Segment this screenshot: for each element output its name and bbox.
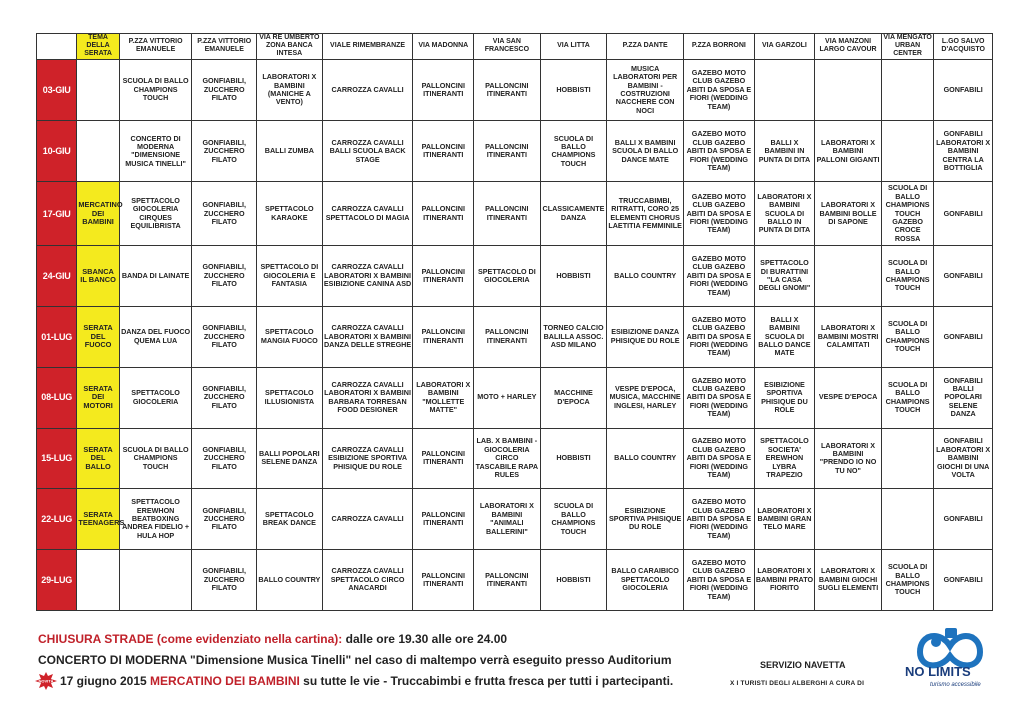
event-cell: CLASSICAMENTE DANZA bbox=[540, 182, 607, 246]
event-cell: PALLONCINI ITINERANTI bbox=[413, 550, 474, 611]
table-row bbox=[37, 428, 993, 489]
event-cell: SPETTACOLO SOCIETA' EREWHON LYBRA TRAPEZIO bbox=[754, 428, 815, 489]
event-cell: SCUOLA DI BALLO CHAMPIONS TOUCH GAZEBO CROCE ROSSA bbox=[881, 182, 933, 246]
event-cell bbox=[119, 550, 192, 611]
row-date: 03-GIU bbox=[37, 59, 77, 121]
event-cell: PALLONCINI ITINERANTI bbox=[413, 489, 474, 550]
road-closure-note bbox=[38, 632, 507, 646]
table-row bbox=[37, 550, 993, 611]
header-location: VIA MADONNA bbox=[413, 34, 474, 60]
event-cell: LAB. X BAMBINI - GIOCOLERIA CIRCO TASCABILE RAPA RULES bbox=[474, 428, 541, 489]
event-cell: GONFABILI bbox=[934, 182, 993, 246]
event-cell: BALLI ZUMBA bbox=[257, 121, 323, 182]
event-cell: SCUOLA DI BALLO CHAMPIONS TOUCH bbox=[881, 306, 933, 367]
event-cell: PALLONCINI ITINERANTI bbox=[413, 246, 474, 307]
event-cell: CARROZZA CAVALLI LABORATORI X BAMBINI ESIBIZIONE CANINA ASD bbox=[322, 246, 413, 307]
header-location: VIA LITTA bbox=[540, 34, 607, 60]
header-location: P.ZZA BORRONI bbox=[684, 34, 755, 60]
shuttle-title: SERVIZIO NAVETTA bbox=[760, 660, 846, 670]
event-cell: GONFABILI bbox=[934, 306, 993, 367]
event-cell: CARROZZA CAVALLI LABORATORI X BAMBINI BARBARA TORRESAN FOOD DESIGNER bbox=[322, 367, 413, 428]
event-cell: GAZEBO MOTO CLUB GAZEBO ABITI DA SPOSA E FIORI (WEDDING TEAM) bbox=[684, 246, 755, 307]
row-date: 01-LUG bbox=[37, 306, 77, 367]
event-cell: GONFIABILI, ZUCCHERO FILATO bbox=[192, 428, 257, 489]
event-cell: LABORATORI X BAMBINI "PRENDO IO NO TU NO" bbox=[815, 428, 882, 489]
event-cell bbox=[815, 246, 882, 307]
event-cell: PALLONCINI ITINERANTI bbox=[413, 182, 474, 246]
event-cell: SCUOLA DI BALLO CHAMPIONS TOUCH bbox=[540, 121, 607, 182]
event-cell: PALLONCINI ITINERANTI bbox=[413, 59, 474, 121]
event-cell: GAZEBO MOTO CLUB GAZEBO ABITI DA SPOSA E FIORI (WEDDING TEAM) bbox=[684, 182, 755, 246]
event-cell: CARROZZA CAVALLI LABORATORI X BAMBINI DANZA DELLE STREGHE bbox=[322, 306, 413, 367]
event-cell: GAZEBO MOTO CLUB GAZEBO ABITI DA SPOSA E FIORI (WEDDING TEAM) bbox=[684, 367, 755, 428]
logo-name: NO LIMITS bbox=[905, 664, 971, 679]
event-cell: SCUOLA DI BALLO CHAMPIONS TOUCH bbox=[881, 367, 933, 428]
logo-tagline: turismo accessibile bbox=[930, 682, 981, 688]
row-theme: SERATA DEL BALLO bbox=[77, 428, 119, 489]
event-cell: SPETTACOLO KARAOKE bbox=[257, 182, 323, 246]
row-date: 24-GIU bbox=[37, 246, 77, 307]
event-cell bbox=[881, 489, 933, 550]
event-cell: SCUOLA DI BALLO CHAMPIONS TOUCH bbox=[881, 246, 933, 307]
row-theme: MERCATINO DEI BAMBINI bbox=[77, 182, 119, 246]
event-cell: SCUOLA DI BALLO CHAMPIONS TOUCH bbox=[881, 550, 933, 611]
event-cell: BALLO COUNTRY bbox=[607, 428, 684, 489]
table-row bbox=[37, 59, 993, 121]
event-cell: SPETTACOLO BREAK DANCE bbox=[257, 489, 323, 550]
novita-badge-text: NOVITÀ bbox=[38, 678, 54, 684]
event-cell: ESIBIZIONE DANZA PHISIQUE DU ROLE bbox=[607, 306, 684, 367]
event-cell: BALLI X BAMBINI SCUOLA DI BALLO DANCE MATE bbox=[754, 306, 815, 367]
table-row bbox=[37, 121, 993, 182]
road-closure-hours: dalle ore 19.30 alle ore 24.00 bbox=[345, 632, 508, 646]
event-cell: SCUOLA DI BALLO CHAMPIONS TOUCH bbox=[119, 428, 192, 489]
event-cell: GONFIABILI, ZUCCHERO FILATO bbox=[192, 367, 257, 428]
event-cell: HOBBISTI bbox=[540, 59, 607, 121]
header-location: VIALE RIMEMBRANZE bbox=[322, 34, 413, 60]
event-cell: PALLONCINI ITINERANTI bbox=[413, 428, 474, 489]
event-cell bbox=[815, 489, 882, 550]
event-cell: GONFIABILI, ZUCCHERO FILATO bbox=[192, 246, 257, 307]
table-row bbox=[37, 306, 993, 367]
no-limits-logo-icon bbox=[900, 620, 1000, 700]
event-cell: GONFABILI bbox=[934, 489, 993, 550]
event-cell: SPETTACOLO ILLUSIONISTA bbox=[257, 367, 323, 428]
event-cell: CONCERTO DI MODERNA "DIMENSIONE MUSICA TINELLI" bbox=[119, 121, 192, 182]
event-cell: CARROZZA CAVALLI bbox=[322, 59, 413, 121]
event-cell: LABORATORI X BAMBINI BOLLE DI SAPONE bbox=[815, 182, 882, 246]
event-cell: BALLO CARAIBICO SPETTACOLO GIOCOLERIA bbox=[607, 550, 684, 611]
mercatino-title: MERCATINO DEI BAMBINI bbox=[150, 674, 300, 688]
event-cell: PALLONCINI ITINERANTI bbox=[474, 306, 541, 367]
table-row bbox=[37, 182, 993, 246]
header-row bbox=[37, 34, 993, 60]
row-theme bbox=[77, 121, 119, 182]
header-location: P.ZZA DANTE bbox=[607, 34, 684, 60]
novita-badge-icon bbox=[35, 672, 57, 690]
mercatino-note bbox=[60, 674, 673, 688]
table-row bbox=[37, 367, 993, 428]
event-cell: GONFIABILI, ZUCCHERO FILATO bbox=[192, 182, 257, 246]
event-cell: BANDA DI LAINATE bbox=[119, 246, 192, 307]
event-cell: DANZA DEL FUOCO QUEMA LUA bbox=[119, 306, 192, 367]
row-theme: SERATA TEENAGERS bbox=[77, 489, 119, 550]
event-cell: PALLONCINI ITINERANTI bbox=[474, 59, 541, 121]
header-location: P.ZZA VITTORIO EMANUELE bbox=[192, 34, 257, 60]
event-cell: LABORATORI X BAMBINI MOSTRI CALAMITATI bbox=[815, 306, 882, 367]
event-cell: GONFABILI bbox=[934, 59, 993, 121]
event-cell: SCUOLA DI BALLO CHAMPIONS TOUCH bbox=[119, 59, 192, 121]
event-cell: VESPE D'EPOCA bbox=[815, 367, 882, 428]
event-cell bbox=[754, 59, 815, 121]
event-cell: SPETTACOLO EREWHON BEATBOXING ANDREA FIDELIO + HULA HOP bbox=[119, 489, 192, 550]
event-cell: HOBBISTI bbox=[540, 428, 607, 489]
event-cell: LABORATORI X BAMBINI PALLONI GIGANTI bbox=[815, 121, 882, 182]
header-location: VIA RE UMBERTO ZONA BANCA INTESA bbox=[257, 34, 323, 60]
event-cell: LABORATORI X BAMBINI PRATO FIORITO bbox=[754, 550, 815, 611]
event-cell: GONFABILI BALLI POPOLARI SELENE DANZA bbox=[934, 367, 993, 428]
event-cell: GONFIABILI, ZUCCHERO FILATO bbox=[192, 489, 257, 550]
event-cell: ESIBIZIONE SPORTIVA PHISIQUE DU ROLE bbox=[754, 367, 815, 428]
event-cell: CARROZZA CAVALLI bbox=[322, 489, 413, 550]
header-location: P.ZZA VITTORIO EMANUELE bbox=[119, 34, 192, 60]
event-cell: PALLONCINI ITINERANTI bbox=[474, 121, 541, 182]
event-cell: CARROZZA CAVALLI BALLI SCUOLA BACK STAGE bbox=[322, 121, 413, 182]
event-cell: PALLONCINI ITINERANTI bbox=[413, 121, 474, 182]
event-cell: HOBBISTI bbox=[540, 550, 607, 611]
event-cell: MACCHINE D'EPOCA bbox=[540, 367, 607, 428]
event-cell: BALLI POPOLARI SELENE DANZA bbox=[257, 428, 323, 489]
event-cell: PALLONCINI ITINERANTI bbox=[474, 550, 541, 611]
event-cell: GONFIABILI, ZUCCHERO FILATO bbox=[192, 59, 257, 121]
header-location: TEMA DELLA SERATA bbox=[77, 34, 119, 60]
row-date: 10-GIU bbox=[37, 121, 77, 182]
event-cell: LABORATORI X BAMBINI (MANICHE A VENTO) bbox=[257, 59, 323, 121]
event-cell bbox=[881, 59, 933, 121]
event-cell: BALLO COUNTRY bbox=[607, 246, 684, 307]
event-cell: GONFIABILI, ZUCCHERO FILATO bbox=[192, 121, 257, 182]
event-cell: BALLI X BAMBINI SCUOLA DI BALLO DANCE MATE bbox=[607, 121, 684, 182]
event-cell: TORNEO CALCIO BALILLA ASSOC. ASD MILANO bbox=[540, 306, 607, 367]
shuttle-subtitle: X I TURISTI DEGLI ALBERGHI A CURA DI bbox=[730, 680, 865, 687]
row-date: 17-GIU bbox=[37, 182, 77, 246]
event-cell: SPETTACOLO DI GIOCOLERIA bbox=[474, 246, 541, 307]
row-date: 29-LUG bbox=[37, 550, 77, 611]
event-cell: LABORATORI X BAMBINI SCUOLA DI BALLO IN PUNTA DI DITA bbox=[754, 182, 815, 246]
event-cell: CARROZZA CAVALLI SPETTACOLO CIRCO ANACARDI bbox=[322, 550, 413, 611]
table-row bbox=[37, 246, 993, 307]
event-cell: HOBBISTI bbox=[540, 246, 607, 307]
event-cell: GAZEBO MOTO CLUB GAZEBO ABITI DA SPOSA E FIORI (WEDDING TEAM) bbox=[684, 550, 755, 611]
event-cell: PALLONCINI ITINERANTI bbox=[413, 306, 474, 367]
event-cell: CARROZZA CAVALLI SPETTACOLO DI MAGIA bbox=[322, 182, 413, 246]
event-cell: MUSICA LABORATORI PER BAMBINI - COSTRUZIONI NACCHERE CON NOCI bbox=[607, 59, 684, 121]
event-cell: GONFABILI LABORATORI X BAMBINI CENTRA LA BOTTIGLIA bbox=[934, 121, 993, 182]
row-theme: SBANCA IL BANCO bbox=[77, 246, 119, 307]
mercatino-date: 17 giugno 2015 bbox=[60, 674, 147, 688]
event-cell: GAZEBO MOTO CLUB GAZEBO ABITI DA SPOSA E FIORI (WEDDING TEAM) bbox=[684, 489, 755, 550]
road-closure-label: CHIUSURA STRADE (come evidenziato nella cartina): bbox=[38, 632, 343, 646]
event-cell: ESIBIZIONE SPORTIVA PHISIQUE DU ROLE bbox=[607, 489, 684, 550]
event-cell: SPETTACOLO MANGIA FUOCO bbox=[257, 306, 323, 367]
event-cell: LABORATORI X BAMBINI "MOLLETTE MATTE" bbox=[413, 367, 474, 428]
event-cell bbox=[881, 428, 933, 489]
event-cell: MOTO + HARLEY bbox=[474, 367, 541, 428]
header-location: VIA SAN FRANCESCO bbox=[474, 34, 541, 60]
event-cell: SPETTACOLO GIOCOLERIA CIRQUES EQUILIBRISTA bbox=[119, 182, 192, 246]
event-cell: TRUCCABIMBI, RITRATTI, CORO 25 ELEMENTI CHORUS LAETITIA FEMMINILE bbox=[607, 182, 684, 246]
event-cell: GAZEBO MOTO CLUB GAZEBO ABITI DA SPOSA E FIORI (WEDDING TEAM) bbox=[684, 428, 755, 489]
header-location: L.GO SALVO D'ACQUISTO bbox=[934, 34, 993, 60]
concert-note: CONCERTO DI MODERNA "Dimensione Musica Tinelli" nel caso di maltempo verrà eseguito presso Auditorium bbox=[38, 653, 672, 667]
event-cell: CARROZZA CAVALLI ESIBIZIONE SPORTIVA PHISIQUE DU ROLE bbox=[322, 428, 413, 489]
row-theme bbox=[77, 550, 119, 611]
row-theme: SERATA DEI MOTORI bbox=[77, 367, 119, 428]
event-cell: VESPE D'EPOCA, MUSICA, MACCHINE INGLESI, HARLEY bbox=[607, 367, 684, 428]
mercatino-detail: su tutte le vie - Truccabimbi e frutta fresca per tutti i partecipanti. bbox=[303, 674, 674, 688]
row-theme: SERATA DEL FUOCO bbox=[77, 306, 119, 367]
header-location: VIA GARZOLI bbox=[754, 34, 815, 60]
row-date: 22-LUG bbox=[37, 489, 77, 550]
event-cell: GAZEBO MOTO CLUB GAZEBO ABITI DA SPOSA E FIORI (WEDDING TEAM) bbox=[684, 121, 755, 182]
event-cell: GAZEBO MOTO CLUB GAZEBO ABITI DA SPOSA E FIORI (WEDDING TEAM) bbox=[684, 306, 755, 367]
schedule-table bbox=[36, 33, 993, 611]
row-date: 08-LUG bbox=[37, 367, 77, 428]
event-cell: LABORATORI X BAMBINI "ANIMALI BALLERINI" bbox=[474, 489, 541, 550]
event-cell: GONFABILI bbox=[934, 246, 993, 307]
event-cell: GAZEBO MOTO CLUB GAZEBO ABITI DA SPOSA E FIORI (WEDDING TEAM) bbox=[684, 59, 755, 121]
event-cell bbox=[881, 121, 933, 182]
table-row bbox=[37, 489, 993, 550]
event-cell: GONFABILI bbox=[934, 550, 993, 611]
event-cell: SPETTACOLO DI BURATTINI "LA CASA DEGLI GNOMI" bbox=[754, 246, 815, 307]
event-cell: SPETTACOLO GIOCOLERIA bbox=[119, 367, 192, 428]
header-location: VIA MENGATO URBAN CENTER bbox=[883, 34, 932, 58]
event-cell: BALLI X BAMBINI IN PUNTA DI DITA bbox=[754, 121, 815, 182]
row-date: 15-LUG bbox=[37, 428, 77, 489]
event-cell: LABORATORI X BAMBINI GRAN TELO MARE bbox=[754, 489, 815, 550]
row-theme bbox=[77, 59, 119, 121]
event-cell: GONFIABILI, ZUCCHERO FILATO bbox=[192, 306, 257, 367]
event-cell: BALLO COUNTRY bbox=[257, 550, 323, 611]
event-cell: GONFABILI LABORATORI X BAMBINI GIOCHI DI UNA VOLTA bbox=[934, 428, 993, 489]
header-corner bbox=[37, 34, 77, 60]
header-location: VIA MANZONI LARGO CAVOUR bbox=[815, 34, 882, 60]
event-cell: GONFIABILI, ZUCCHERO FILATO bbox=[192, 550, 257, 611]
event-cell bbox=[815, 59, 882, 121]
event-cell: SCUOLA DI BALLO CHAMPIONS TOUCH bbox=[540, 489, 607, 550]
event-cell: SPETTACOLO DI GIOCOLERIA E FANTASIA bbox=[257, 246, 323, 307]
event-cell: PALLONCINI ITINERANTI bbox=[474, 182, 541, 246]
event-cell: LABORATORI X BAMBINI GIOCHI SUGLI ELEMENTI bbox=[815, 550, 882, 611]
